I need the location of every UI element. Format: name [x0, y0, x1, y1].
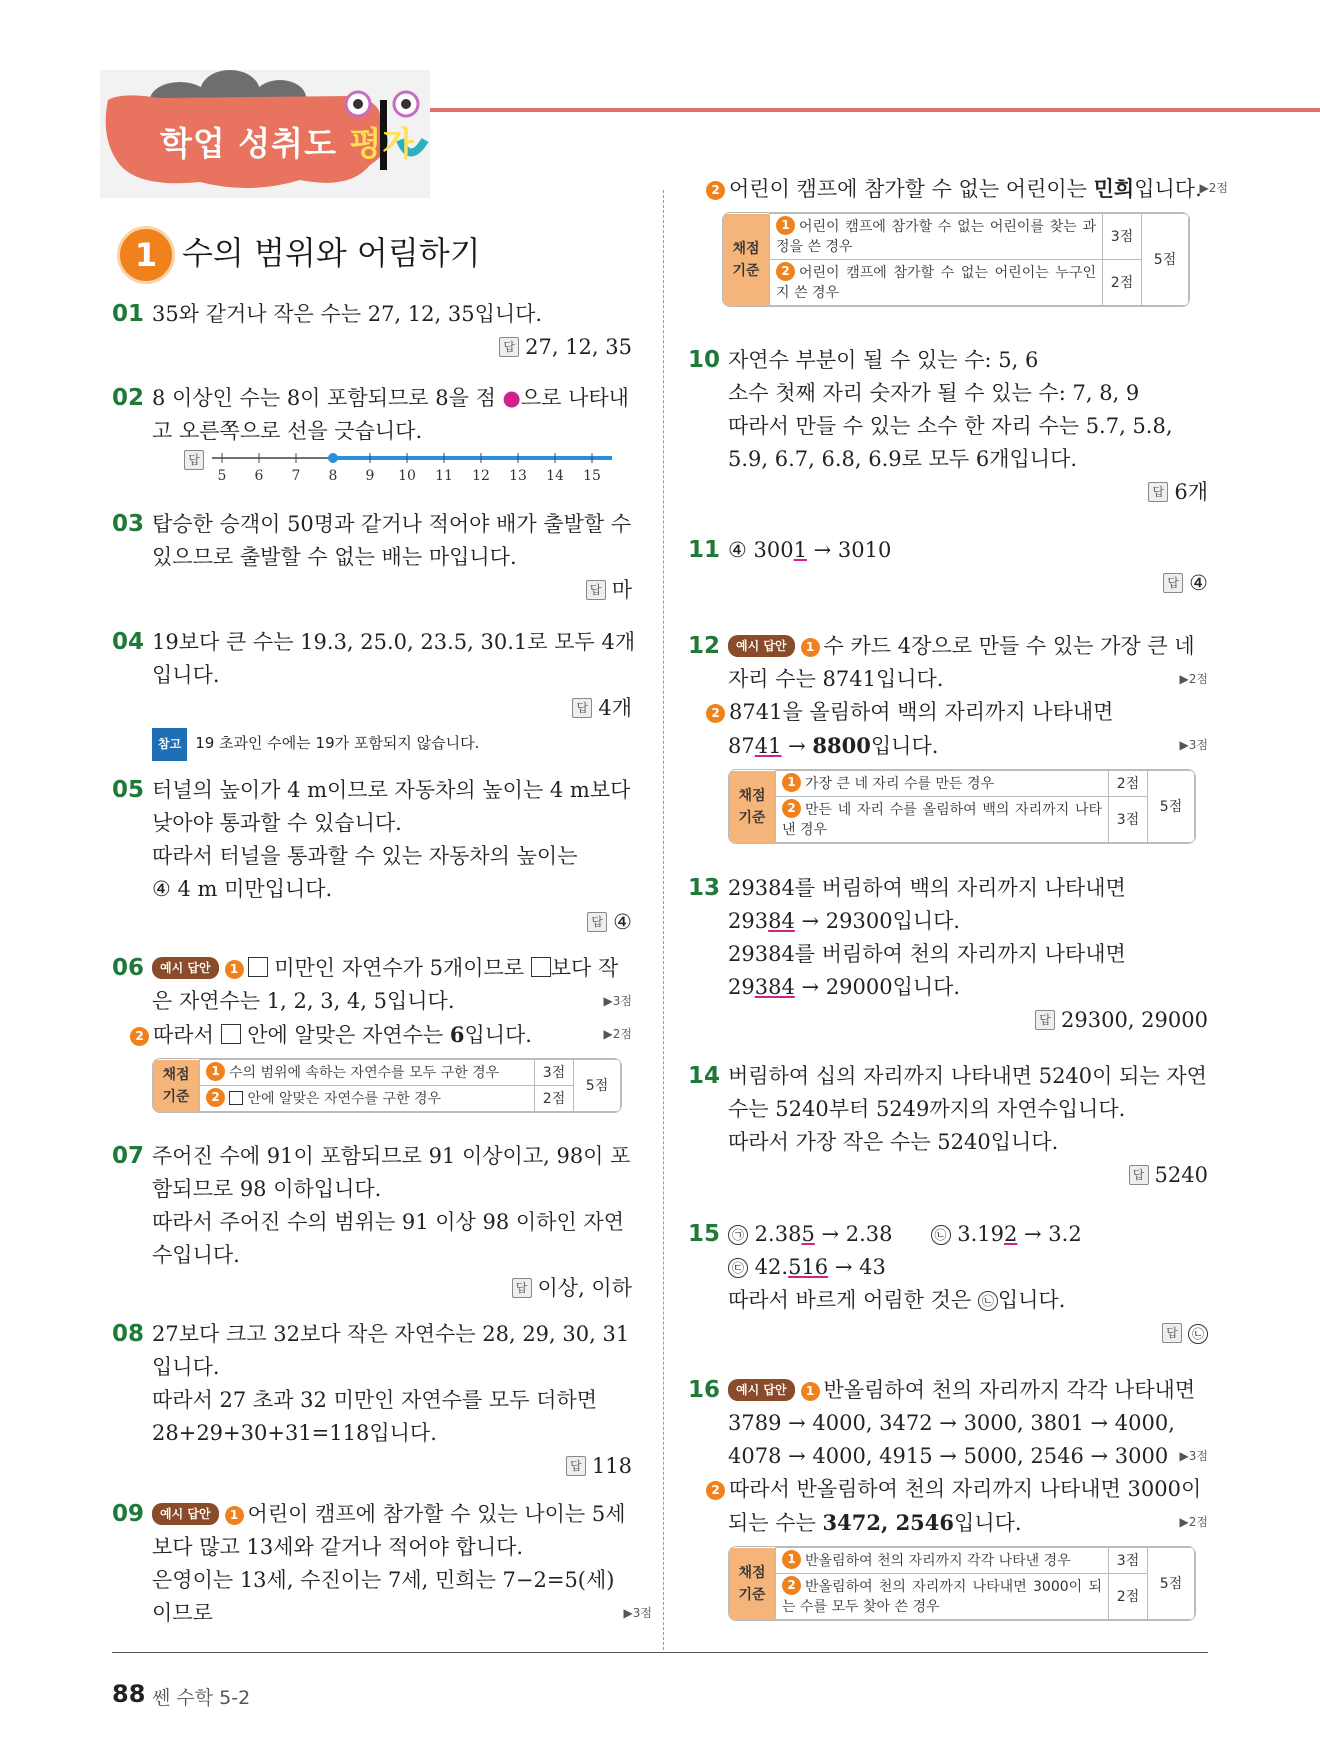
- problem-text: 8 이상인 수는 8이 포함되므로 8을 점 ●으로 나타내: [152, 386, 629, 410]
- scoring-label: 채점 기준: [729, 1548, 776, 1620]
- problem-02: [112, 382, 632, 482]
- reference-tag: 참고: [152, 728, 187, 761]
- problem-01: [112, 298, 632, 364]
- answer: 답 ④: [152, 906, 632, 939]
- points: ▶3점: [1179, 738, 1208, 752]
- filled-point-icon: ●: [502, 386, 521, 410]
- problem-text: 자리 수는 8741입니다. ▶2점: [728, 663, 1208, 696]
- answer: 답 이상, 이하: [152, 1272, 632, 1305]
- number-line-tick-label: 13: [509, 468, 527, 482]
- answer-icon: 답: [184, 450, 204, 470]
- item-a-icon: ㉠: [728, 1225, 748, 1245]
- answer-icon: 답: [1162, 1323, 1182, 1343]
- scoring-label: 채점 기준: [153, 1060, 200, 1112]
- problem-text: ㉠ 2.385 → 2.38 ㉡ 3.192 → 3.2: [728, 1218, 1208, 1251]
- criterion-points: 3점: [1103, 214, 1142, 260]
- number-line-tick-label: 6: [254, 468, 264, 482]
- criterion-points: 3점: [1109, 797, 1148, 843]
- problem-text: 따라서 주어진 수의 범위는 91 이상 98 이하인 자연: [152, 1210, 624, 1234]
- footer-rule: [112, 1652, 1208, 1653]
- blank-box-icon: [531, 957, 551, 977]
- criterion-1: 1 반올림하여 천의 자리까지 각각 나타낸 경우: [776, 1548, 1109, 1574]
- problem-text: 따라서 터널을 통과할 수 있는 자동차의 높이는: [152, 844, 578, 868]
- number-line: [152, 448, 632, 482]
- example-answer-badge: 예시 답안: [152, 957, 219, 979]
- answer: 답 마: [152, 574, 632, 607]
- problem-15: [688, 1218, 1208, 1350]
- problem-text: 보다 많고 13세와 같거나 적어야 합니다.: [152, 1535, 524, 1559]
- answer: 답 ㉡: [728, 1317, 1208, 1350]
- problem-text: 이므로 ▶3점: [152, 1597, 632, 1630]
- item-b-icon: ㉡: [931, 1225, 951, 1245]
- problem-04: [112, 626, 636, 761]
- problem-text: 8741 → 8800입니다. ▶3점: [728, 729, 1208, 763]
- problem-text: 29384 → 29000입니다.: [728, 975, 961, 999]
- answer: 답 5240: [728, 1159, 1208, 1192]
- problem-number: 15: [688, 1221, 721, 1247]
- step-2-icon: 2: [706, 704, 725, 723]
- total-points: 5점: [574, 1060, 621, 1112]
- problem-number: 11: [688, 537, 721, 563]
- problem-number: 16: [688, 1377, 721, 1403]
- problem-text: 3789 → 4000, 3472 → 3000, 3801 → 4000,: [728, 1411, 1175, 1435]
- answer: 답 ④: [728, 567, 1208, 600]
- criterion-2: 2 안에 알맞은 자연수를 구한 경우: [200, 1086, 535, 1112]
- step-2-icon: 2: [706, 1481, 725, 1500]
- criterion-points: 2점: [1103, 260, 1142, 306]
- criterion-1: 1 어린이 캠프에 참가할 수 없는 어린이를 찾는 과정을 쓴 경우: [770, 214, 1103, 260]
- problem-text: ④ 4 m 미만입니다.: [152, 877, 333, 901]
- problem-number: 06: [112, 955, 145, 981]
- problem-text: 29384를 버림하여 천의 자리까지 나타내면: [728, 942, 1126, 966]
- problem-text: 따라서 가장 작은 수는 5240입니다.: [728, 1130, 1059, 1154]
- number-line-tick-label: 7: [291, 468, 301, 482]
- problem-text: 27보다 크고 32보다 작은 자연수는 28, 29, 30, 31: [152, 1322, 630, 1346]
- problem-text: 자연수 부분이 될 수 있는 수: 5, 6: [728, 348, 1039, 372]
- problem-text: 2 8741을 올림하여 백의 자리까지 나타내면: [706, 696, 1208, 729]
- points: ▶2점: [1179, 672, 1208, 686]
- answer: 답 6개: [728, 476, 1208, 509]
- step-2-icon: 2: [130, 1027, 149, 1046]
- criterion-points: 3점: [1109, 1548, 1148, 1574]
- problem-text: 예시 답안 1 반올림하여 천의 자리까지 각각 나타내면: [728, 1374, 1208, 1407]
- answer-icon: 답: [1163, 573, 1183, 593]
- criterion-points: 2점: [1109, 771, 1148, 797]
- problem-16: [688, 1374, 1208, 1631]
- answer: 답 29300, 29000: [728, 1004, 1208, 1037]
- criterion-1: 1 수의 범위에 속하는 자연수를 모두 구한 경우: [200, 1060, 535, 1086]
- points: ▶3점: [1179, 1449, 1208, 1463]
- problem-text: 따라서 바르게 어림한 것은 ㉡ 입니다.: [728, 1288, 1066, 1312]
- points: ▶3점: [623, 1606, 652, 1620]
- problem-text: 소수 첫째 자리 숫자가 될 수 있는 수: 7, 8, 9: [728, 381, 1140, 405]
- problem-number: 01: [112, 301, 145, 327]
- problem-text: 예시 답안 1 수 카드 4장으로 만들 수 있는 가장 큰 네: [728, 630, 1208, 663]
- answer-icon: 답: [499, 337, 519, 357]
- number-line-tick-label: 8: [328, 468, 338, 482]
- scoring-table: [722, 212, 1190, 307]
- problem-number: 10: [688, 347, 721, 373]
- problem-number: 05: [112, 777, 145, 803]
- scoring-table: [728, 1546, 1196, 1621]
- total-points: 5점: [1148, 1548, 1195, 1620]
- problem-number: 02: [112, 385, 145, 411]
- reference-note: 참고 19 초과인 수에는 19가 포함되지 않습니다.: [152, 727, 632, 761]
- problem-12: [688, 630, 1208, 854]
- answer: 답 118: [152, 1450, 632, 1483]
- problem-text: 수입니다.: [152, 1243, 240, 1267]
- scoring-label: 채점 기준: [723, 214, 770, 306]
- problem-text: 29384를 버림하여 백의 자리까지 나타내면: [728, 876, 1126, 900]
- problem-text: 예시 답안 1 미만인 자연수가 5개이므로 보다 작: [152, 952, 632, 985]
- problem-text: 2 따라서 반올림하여 천의 자리까지 나타내면 3000이: [706, 1473, 1208, 1506]
- scoring-table: [152, 1058, 622, 1113]
- total-points: 5점: [1142, 214, 1189, 306]
- points: ▶2점: [1179, 1515, 1208, 1529]
- problem-text: 35와 같거나 작은 수는 27, 12, 35입니다.: [152, 302, 543, 326]
- page-number: 88: [112, 1680, 146, 1708]
- step-2-icon: 2: [706, 181, 725, 200]
- points: ▶2점: [1199, 181, 1228, 195]
- problem-text: 따라서 만들 수 있는 소수 한 자리 수는 5.7, 5.8,: [728, 414, 1173, 438]
- number-line-tick-label: 15: [583, 468, 601, 482]
- step-1-icon: 1: [801, 638, 820, 657]
- answer: 답 27, 12, 35: [152, 331, 632, 364]
- problem-03: [112, 508, 632, 607]
- answer-icon: 답: [512, 1278, 532, 1298]
- problem-text: 예시 답안 1 어린이 캠프에 참가할 수 있는 나이는 5세: [152, 1498, 632, 1531]
- example-answer-badge: 예시 답안: [152, 1503, 219, 1525]
- criterion-points: 2점: [535, 1086, 574, 1112]
- problem-text: 따라서 27 초과 32 미만인 자연수를 모두 더하면: [152, 1388, 598, 1412]
- problem-number: 04: [112, 629, 145, 655]
- answer-icon: 답: [587, 912, 607, 932]
- number-line-tick-label: 10: [398, 468, 416, 482]
- problem-text: 탑승한 승객이 50명과 같거나 적어야 배가 출발할 수: [152, 512, 632, 536]
- problem-text: 있으므로 출발할 수 없는 배는 마입니다.: [152, 545, 517, 569]
- book-title: 쎈 수학 5-2: [152, 1687, 251, 1709]
- problem-text: 29384 → 29300입니다.: [728, 909, 961, 933]
- answer-icon: 답: [566, 1456, 586, 1476]
- points: ▶2점: [603, 1027, 632, 1041]
- criterion-points: 3점: [535, 1060, 574, 1086]
- points: ▶3점: [603, 994, 632, 1008]
- problem-text: 입니다.: [152, 1355, 220, 1379]
- problem-text: 28+29+30+31=118입니다.: [152, 1421, 437, 1445]
- problem-text: 19보다 큰 수는 19.3, 25.0, 23.5, 30.1로 모두 4개: [152, 630, 636, 654]
- problem-08: [112, 1318, 632, 1483]
- example-answer-badge: 예시 답안: [728, 1379, 795, 1401]
- problem-text: 되는 수는 3472, 2546입니다. ▶2점: [728, 1506, 1208, 1540]
- criterion-2: 2 어린이 캠프에 참가할 수 없는 어린이는 누구인지 쓴 경우: [770, 260, 1103, 306]
- problem-number: 07: [112, 1143, 145, 1169]
- number-line-tick-label: 14: [546, 468, 564, 482]
- scoring-label: 채점 기준: [729, 771, 776, 843]
- item-c-icon: ㉢: [728, 1258, 748, 1278]
- step-1-icon: 1: [225, 960, 244, 979]
- problem-text: 2 따라서 안에 알맞은 자연수는 6입니다. ▶2점: [130, 1018, 632, 1052]
- blank-box-icon: [248, 957, 268, 977]
- problem-05: [112, 774, 632, 939]
- answer-icon: 답: [572, 698, 592, 718]
- number-line-tick-label: 11: [435, 468, 453, 482]
- problem-text: 은 자연수는 1, 2, 3, 4, 5입니다. ▶3점: [152, 985, 632, 1018]
- number-line-point: [328, 453, 338, 463]
- problem-text: 터널의 높이가 4 m이므로 자동차의 높이는 4 m보다: [152, 778, 631, 802]
- problem-text: 2 어린이 캠프에 참가할 수 없는 어린이는 민희입니다. ▶2점: [706, 172, 1208, 206]
- number-line-tick-label: 5: [217, 468, 227, 482]
- problem-06: [112, 952, 632, 1123]
- problem-09-continued: [688, 172, 1228, 317]
- answer-icon: 답: [1148, 482, 1168, 502]
- total-points: 5점: [1148, 771, 1195, 843]
- problem-09: [112, 1498, 652, 1630]
- header-rule: [430, 108, 1320, 112]
- criterion-2: 2 반올림하여 천의 자리까지 나타내면 3000이 되는 수를 모두 찾아 쓴 경우: [776, 1574, 1109, 1620]
- problem-13: [688, 872, 1208, 1037]
- problem-number: 13: [688, 875, 721, 901]
- step-1-icon: 1: [801, 1382, 820, 1401]
- column-divider: [663, 190, 664, 1650]
- answer-icon: 답: [1129, 1165, 1149, 1185]
- problem-10: [688, 344, 1208, 509]
- problem-text: 버림하여 십의 자리까지 나타내면 5240이 되는 자연: [728, 1064, 1207, 1088]
- problem-number: 09: [112, 1501, 145, 1527]
- problem-14: [688, 1060, 1208, 1192]
- problem-07: [112, 1140, 632, 1305]
- problem-number: 08: [112, 1321, 145, 1347]
- answer-icon: 답: [1035, 1010, 1055, 1030]
- header-title: 학업 성취도 평가: [160, 124, 416, 163]
- problem-text: 수는 5240부터 5249까지의 자연수입니다.: [728, 1097, 1126, 1121]
- criterion-points: 2점: [1109, 1574, 1148, 1620]
- problem-text: 낮아야 통과할 수 있습니다.: [152, 811, 402, 835]
- problem-11: [688, 534, 1208, 600]
- problem-text: ㉢ 42.516 → 43: [728, 1251, 1208, 1284]
- step-1-icon: 1: [225, 1506, 244, 1525]
- section-number: 1: [117, 226, 175, 284]
- problem-text: 5.9, 6.7, 6.8, 6.9로 모두 6개입니다.: [728, 447, 1078, 471]
- problem-text: ④ 3001 → 3010: [728, 538, 892, 562]
- problem-text: 은영이는 13세, 수진이는 7세, 민희는 7−2=5(세): [152, 1568, 615, 1592]
- number-line-tick-label: 12: [472, 468, 490, 482]
- answer: 답 4개: [152, 692, 632, 725]
- scoring-table: [728, 769, 1196, 844]
- problem-text: 함되므로 98 이하입니다.: [152, 1177, 382, 1201]
- criterion-2: 2 만든 네 자리 수를 올림하여 백의 자리까지 나타낸 경우: [776, 797, 1109, 843]
- criterion-1: 1 가장 큰 네 자리 수를 만든 경우: [776, 771, 1109, 797]
- section-title: 수의 범위와 어림하기: [182, 234, 481, 272]
- problem-number: 03: [112, 511, 145, 537]
- problem-number: 14: [688, 1063, 721, 1089]
- problem-text: 입니다.: [152, 663, 220, 687]
- blank-box-icon: [221, 1024, 241, 1044]
- problem-text: 주어진 수에 91이 포함되므로 91 이상이고, 98이 포: [152, 1144, 631, 1168]
- answer-icon: 답: [586, 580, 606, 600]
- problem-text: 고 오른쪽으로 선을 긋습니다.: [152, 419, 423, 443]
- number-line-svg: [212, 448, 642, 482]
- example-answer-badge: 예시 답안: [728, 635, 795, 657]
- problem-text: 4078 → 4000, 4915 → 5000, 2546 → 3000 ▶3점: [728, 1440, 1208, 1473]
- number-line-tick-label: 9: [365, 468, 375, 482]
- problem-number: 12: [688, 633, 721, 659]
